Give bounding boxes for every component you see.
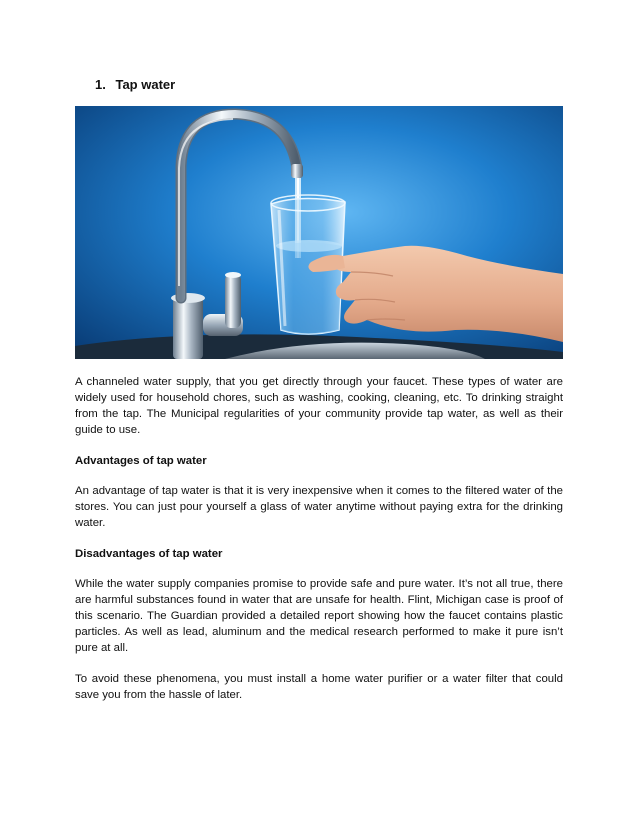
disadvantages-heading: Disadvantages of tap water — [75, 548, 223, 560]
conclusion-paragraph: To avoid these phenomena, you must install a home water purifier or a water filter that could save you from the hassle of later. — [75, 673, 563, 701]
section-title: Tap water — [115, 77, 176, 92]
section-heading — [95, 77, 175, 93]
article-body — [75, 374, 563, 718]
advantages-heading: Advantages of tap water — [75, 455, 207, 467]
tap-water-photo — [75, 106, 563, 359]
section-number: 1. — [95, 77, 106, 92]
intro-paragraph: A channeled water supply, that you get directly through your faucet. These types of water are widely used for household chores, such as washing, cooking, cleaning, etc. To drinking straight from the tap. The Municipal regularities of your community provide tap water, as well as their guide to use. — [75, 376, 563, 436]
advantages-paragraph: An advantage of tap water is that it is very inexpensive when it comes to the filtered water of the stores. You can just pour yourself a glass of water anytime without paying extra for the drinking water. — [75, 485, 563, 529]
disadvantages-paragraph: While the water supply companies promise to provide safe and pure water. It’s not all true, there are harmful substances found in water that are unsafe for health. Flint, Michigan case is proof of this scenario. The Guardian provided a detailed report showing how the faucet contains plastic particles. As well as lead, aluminum and the medical research performed to make it pure isn’t pure at all. — [75, 578, 563, 654]
